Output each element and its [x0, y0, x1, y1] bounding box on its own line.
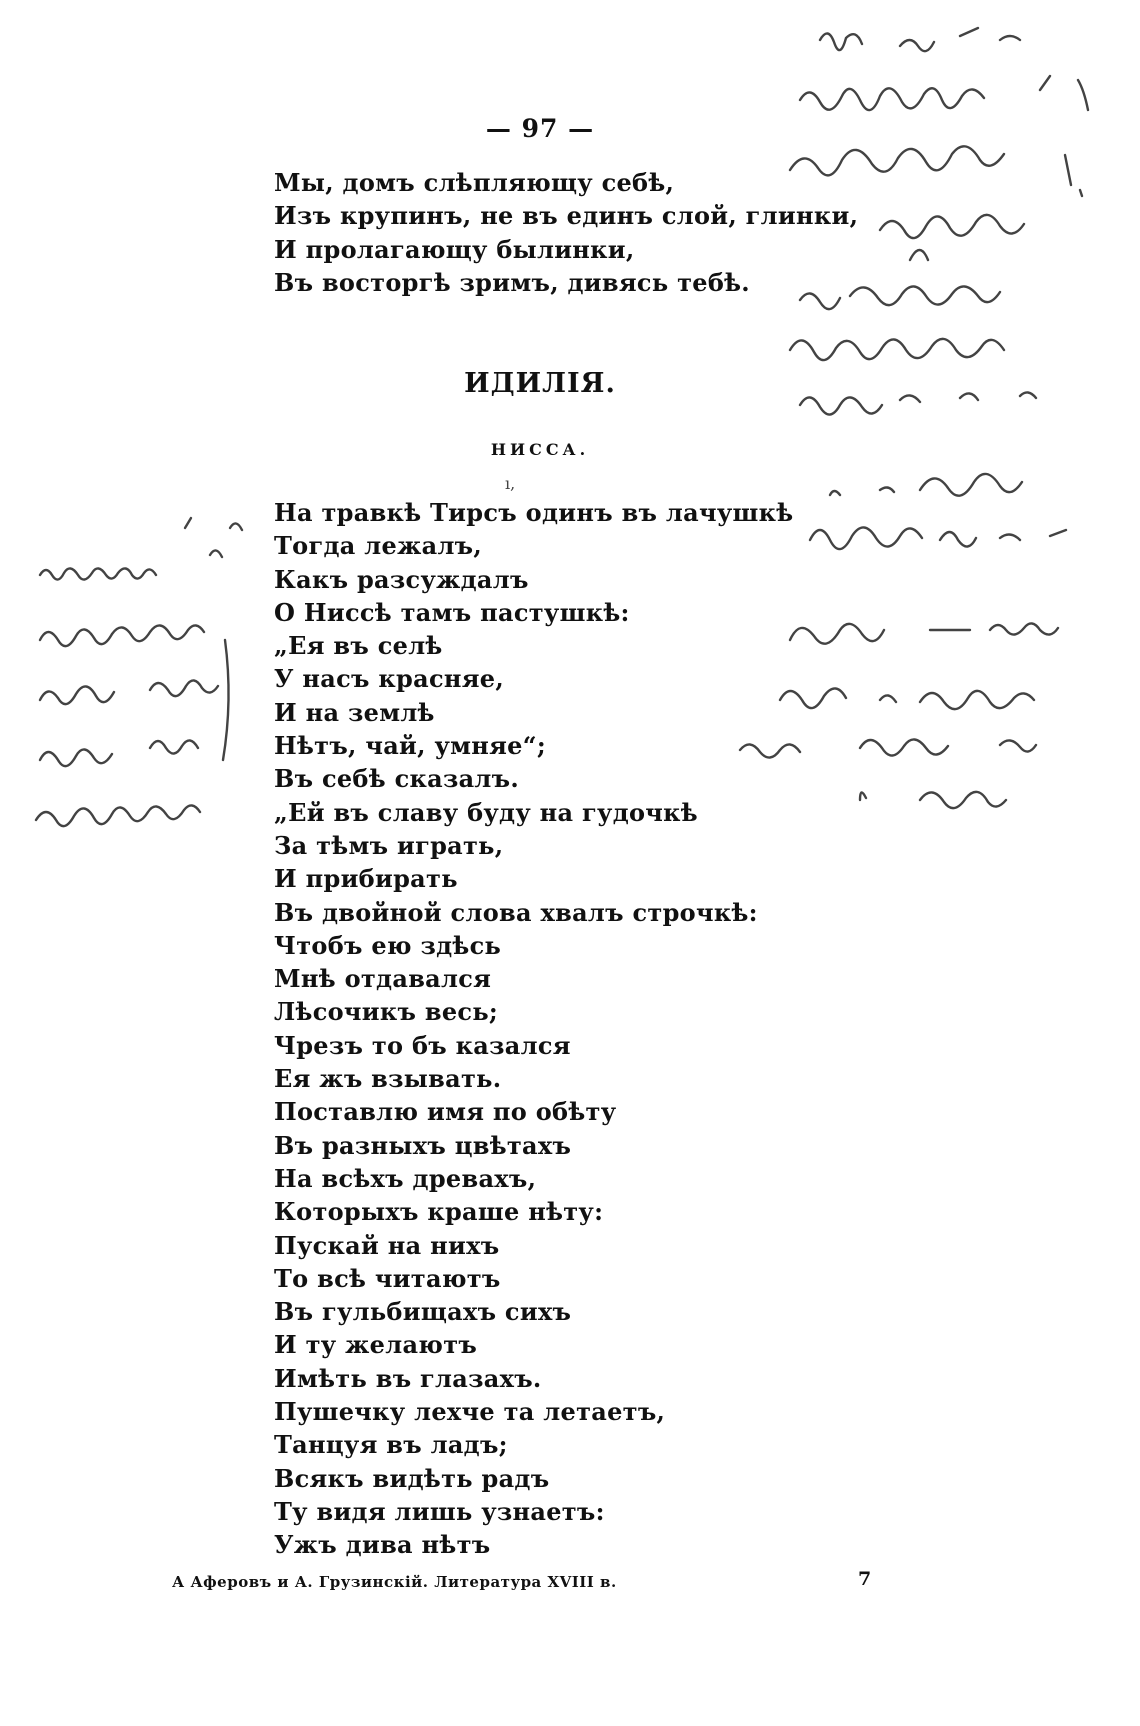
verse-line: Тогда лежалъ, — [274, 531, 483, 561]
verse-line: И пролагающу былинки, — [274, 234, 635, 264]
verse-line: Пушечку лехче та летаетъ, — [274, 1397, 666, 1427]
left-margin-handwriting — [36, 518, 242, 826]
verse-line: Въ разныхъ цвѣтахъ — [274, 1130, 572, 1160]
verse-line: Чрезъ то бъ казался — [274, 1030, 571, 1060]
verse-line: Всякъ видѣть радъ — [274, 1463, 550, 1493]
verse-line: Поставлю имя по обѣту — [274, 1097, 617, 1127]
verse-line: Нѣтъ, чай, умняе“; — [274, 731, 547, 761]
verse-line: Въ восторгѣ зримъ, дивясь тебѣ. — [274, 267, 750, 297]
verse-line: То всѣ читаютъ — [274, 1263, 501, 1293]
page-number: — 97 — — [485, 114, 595, 143]
stray-mark: ı, — [505, 474, 516, 493]
verse-line: Мы, домъ слѣпляющу себѣ, — [274, 168, 675, 197]
verse-line: Лѣсочикъ весь; — [274, 997, 499, 1027]
top-verse — [274, 166, 858, 299]
verse-line: Танцуя въ ладъ; — [274, 1430, 508, 1460]
verse-line: И прибирать — [274, 864, 458, 894]
verse-line: Ея жъ взывать. — [274, 1064, 502, 1094]
verse-line: Которыхъ краше нѣту: — [274, 1197, 604, 1227]
verse-line: Ужъ дива нѣтъ — [274, 1530, 491, 1560]
verse-line: Ту видя лишь узнаетъ: — [274, 1496, 605, 1526]
main-verse — [274, 496, 793, 1562]
poem-subtitle: НИССА. — [490, 440, 590, 459]
verse-line: Чтобъ ею здѣсь — [274, 930, 502, 960]
footer-attribution: А Аферовъ и А. Грузинскій. Литература XVIII в. — [172, 1573, 617, 1591]
verse-line: У насъ красняе, — [274, 664, 505, 694]
verse-line: Въ двойной слова хвалъ строчкѣ: — [274, 897, 758, 927]
verse-line: На всѣхъ древахъ, — [274, 1163, 537, 1193]
verse-line: Мнѣ отдавался — [274, 964, 492, 994]
verse-line: Въ гульбищахъ сихъ — [274, 1297, 572, 1327]
verse-line: Изъ крупинъ, не въ единъ слой, глинки, — [274, 201, 859, 231]
verse-line: И на землѣ — [274, 697, 435, 727]
verse-line: Пускай на нихъ — [274, 1230, 500, 1260]
verse-line: И ту желаютъ — [274, 1330, 478, 1360]
verse-line: „Ей въ славу буду на гудочкѣ — [274, 797, 698, 827]
verse-line: За тѣмъ играть, — [274, 830, 504, 860]
verse-line: „Ея въ селѣ — [274, 631, 443, 661]
signature-number: 7 — [858, 1568, 872, 1590]
verse-line: На травкѣ Тирсъ одинъ въ лачушкѣ — [274, 498, 794, 527]
verse-line: Какъ разсуждалъ — [274, 564, 529, 594]
section-title: ИДИЛІЯ. — [464, 368, 616, 399]
verse-line: Имѣть въ глазахъ. — [274, 1363, 542, 1393]
verse-line: О Ниссѣ тамъ пастушкѣ: — [274, 597, 630, 627]
verse-line: Въ себѣ сказалъ. — [274, 764, 520, 794]
